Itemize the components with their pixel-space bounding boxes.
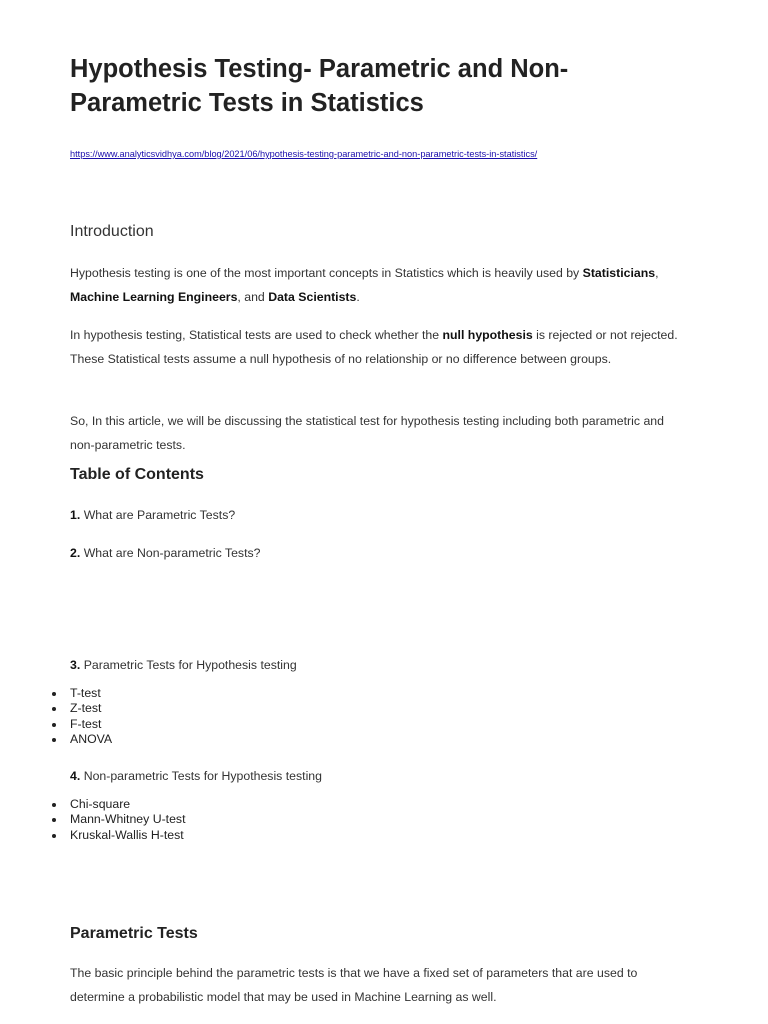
list-item: Kruskal-Wallis H-test: [0, 828, 186, 843]
parametric-paragraph-1: The basic principle behind the parametric tests is that we have a fixed set of parameters that are used to determine a probabilistic model that may be used in Machine Learning as well.: [70, 966, 638, 1004]
page-title: Hypothesis Testing- Parametric and Non-Parametric Tests in Statistics: [70, 55, 569, 117]
intro-p1-sep1: ,: [655, 266, 659, 280]
bold-ml-engineers: Machine Learning Engineers: [70, 290, 238, 304]
intro-paragraph-1: [70, 261, 690, 309]
intro-p2-text-b: is rejected or not rejected. These Statistical tests assume a null hypothesis of no relationship or no difference between groups.: [70, 328, 678, 366]
toc-heading: Table of Contents: [70, 466, 204, 483]
intro-p2-text-a: In hypothesis testing, Statistical tests are used to check whether the: [70, 328, 443, 342]
intro-paragraph-3: So, In this article, we will be discussing the statistical test for hypothesis testing including both parametric and non-parametric tests.: [70, 414, 664, 452]
parametric-tests-list: [0, 686, 112, 747]
toc-item-2: [70, 546, 260, 560]
toc-item-3: [70, 658, 297, 672]
toc-item-2-label: What are Non-parametric Tests?: [83, 546, 261, 560]
toc-item-3-num: 3.: [70, 658, 81, 672]
list-item: F-test: [0, 717, 112, 732]
bold-null-hypothesis: null hypothesis: [442, 328, 533, 342]
bold-data-scientists: Data Scientists: [268, 290, 357, 304]
list-item: ANOVA: [0, 732, 112, 747]
intro-p1-end: .: [356, 290, 360, 304]
toc-item-1-label: What are Parametric Tests?: [83, 508, 236, 522]
toc-item-4-label: Non-parametric Tests for Hypothesis testing: [83, 769, 322, 783]
toc-item-1: [70, 508, 235, 522]
bold-statisticians: Statisticians: [582, 266, 656, 280]
parametric-tests-heading: Parametric Tests: [70, 925, 198, 942]
nonparametric-tests-list: [0, 797, 186, 843]
toc-item-2-num: 2.: [70, 546, 81, 560]
intro-p1-sep2: , and: [237, 290, 269, 304]
toc-item-3-label: Parametric Tests for Hypothesis testing: [83, 658, 297, 672]
list-item: T-test: [0, 686, 112, 701]
toc-item-1-num: 1.: [70, 508, 81, 522]
intro-paragraph-2: [70, 323, 690, 371]
list-item: Mann-Whitney U-test: [0, 812, 186, 827]
toc-item-4: [70, 769, 322, 783]
introduction-heading: Introduction: [70, 223, 154, 240]
intro-p1-text: Hypothesis testing is one of the most important concepts in Statistics which is heavily used by: [70, 266, 583, 280]
list-item: Z-test: [0, 701, 112, 716]
list-item: Chi-square: [0, 797, 186, 812]
toc-item-4-num: 4.: [70, 769, 81, 783]
source-link[interactable]: https://www.analyticsvidhya.com/blog/2021/06/hypothesis-testing-parametric-and-non-parametric-tests-in-statistics/: [70, 149, 538, 159]
